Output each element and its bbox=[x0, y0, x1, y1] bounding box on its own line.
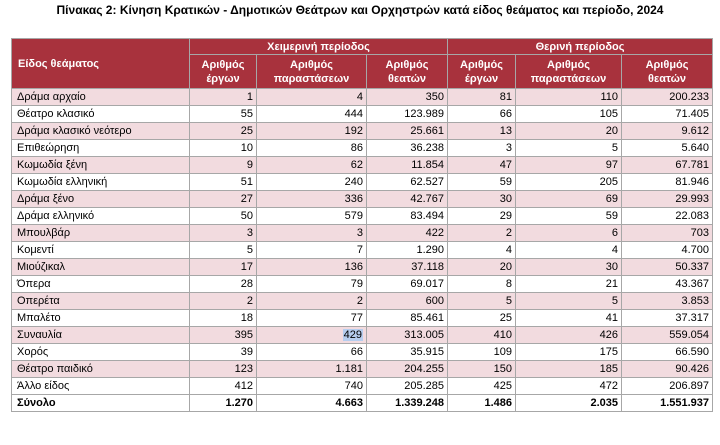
column-header-line1: Αριθμός bbox=[460, 58, 503, 71]
row-label: Δράμα αρχαίο bbox=[12, 89, 190, 106]
row-label: Μιούζικαλ bbox=[12, 259, 190, 276]
table-cell: 29 bbox=[448, 208, 516, 225]
table-cell: 2.035 bbox=[516, 395, 622, 412]
theatre-stats-table bbox=[11, 38, 713, 412]
table-cell: 2 bbox=[448, 225, 516, 242]
table-cell: 123.989 bbox=[367, 106, 448, 123]
table-cell: 97 bbox=[516, 157, 622, 174]
table-cell: 69 bbox=[516, 191, 622, 208]
table-row bbox=[12, 344, 713, 361]
table-cell: 43.367 bbox=[622, 276, 713, 293]
column-header-line1: Αριθμός bbox=[201, 58, 245, 71]
table-cell: 395 bbox=[190, 327, 257, 344]
table-cell: 3 bbox=[190, 225, 257, 242]
table-cell: 1.486 bbox=[448, 395, 516, 412]
table-cell: 579 bbox=[257, 208, 367, 225]
table-cell: 444 bbox=[257, 106, 367, 123]
row-label: Κωμωδία ελληνική bbox=[12, 174, 190, 191]
row-label: Δράμα ελληνικό bbox=[12, 208, 190, 225]
table-cell: 13 bbox=[448, 123, 516, 140]
table-cell: 83.494 bbox=[367, 208, 448, 225]
table-cell: 37.317 bbox=[622, 310, 713, 327]
table-cell: 240 bbox=[257, 174, 367, 191]
table-row bbox=[12, 191, 713, 208]
column-header-line2: θεατών bbox=[388, 72, 426, 85]
table-cell: 59 bbox=[448, 174, 516, 191]
table-cell: 3 bbox=[448, 140, 516, 157]
table-cell: 200.233 bbox=[622, 89, 713, 106]
table-cell: 11.854 bbox=[367, 157, 448, 174]
table-cell: 410 bbox=[448, 327, 516, 344]
column-header-line1: Αριθμός bbox=[290, 58, 333, 71]
table-cell: 600 bbox=[367, 293, 448, 310]
column-header-line1: Αριθμός bbox=[385, 58, 429, 71]
table-cell: 2 bbox=[190, 293, 257, 310]
table-cell: 175 bbox=[516, 344, 622, 361]
column-header bbox=[448, 55, 516, 89]
row-label: Μπαλέτο bbox=[12, 310, 190, 327]
table-cell: 205 bbox=[516, 174, 622, 191]
table-cell: 85.461 bbox=[367, 310, 448, 327]
table-cell: 4.700 bbox=[622, 242, 713, 259]
table-cell: 41 bbox=[516, 310, 622, 327]
column-header-line2: έργων bbox=[464, 72, 499, 85]
table-cell: 350 bbox=[367, 89, 448, 106]
table-cell: 20 bbox=[448, 259, 516, 276]
table-cell: 313.005 bbox=[367, 327, 448, 344]
total-row bbox=[12, 395, 713, 412]
table-cell: 1 bbox=[190, 89, 257, 106]
column-header-line2: παραστάσεων bbox=[530, 72, 607, 85]
table-cell: 27 bbox=[190, 191, 257, 208]
table-cell: 62 bbox=[257, 157, 367, 174]
table-cell: 17 bbox=[190, 259, 257, 276]
table-cell: 422 bbox=[367, 225, 448, 242]
table-cell: 55 bbox=[190, 106, 257, 123]
table-cell: 30 bbox=[516, 259, 622, 276]
column-header bbox=[622, 55, 713, 89]
table-cell: 30 bbox=[448, 191, 516, 208]
table-cell: 81.946 bbox=[622, 174, 713, 191]
table-cell: 25 bbox=[190, 123, 257, 140]
table-cell: 703 bbox=[622, 225, 713, 242]
table-row bbox=[12, 174, 713, 191]
column-header-line2: θεατών bbox=[648, 72, 686, 85]
table-row bbox=[12, 361, 713, 378]
column-header-line1: Αριθμός bbox=[547, 58, 590, 71]
table-cell: 1.290 bbox=[367, 242, 448, 259]
table-cell: 336 bbox=[257, 191, 367, 208]
row-label: Θέατρο κλασικό bbox=[12, 106, 190, 123]
table-row bbox=[12, 225, 713, 242]
column-header bbox=[190, 55, 257, 89]
table-row bbox=[12, 327, 713, 344]
row-label: Μπουλβάρ bbox=[12, 225, 190, 242]
table-row bbox=[12, 259, 713, 276]
table-cell: 50 bbox=[190, 208, 257, 225]
table-cell: 110 bbox=[516, 89, 622, 106]
table-row bbox=[12, 157, 713, 174]
summer-period-header: Θερινή περίοδος bbox=[448, 39, 713, 55]
table-cell: 425 bbox=[448, 378, 516, 395]
table-cell: 5 bbox=[516, 293, 622, 310]
table-row bbox=[12, 242, 713, 259]
table-row bbox=[12, 310, 713, 327]
table-cell: 559.054 bbox=[622, 327, 713, 344]
row-label: Δράμα κλασικό νεότερο bbox=[12, 123, 190, 140]
table-cell: 20 bbox=[516, 123, 622, 140]
table-cell: 67.781 bbox=[622, 157, 713, 174]
selected-text-highlight[interactable]: 429 bbox=[343, 329, 362, 341]
table-cell: 136 bbox=[257, 259, 367, 276]
table-cell: 25 bbox=[448, 310, 516, 327]
table-cell: 740 bbox=[257, 378, 367, 395]
table-cell: 4 bbox=[448, 242, 516, 259]
table-cell: 123 bbox=[190, 361, 257, 378]
table-cell: 4.663 bbox=[257, 395, 367, 412]
table-cell: 22.083 bbox=[622, 208, 713, 225]
table-row bbox=[12, 140, 713, 157]
table-cell: 36.238 bbox=[367, 140, 448, 157]
table-cell: 412 bbox=[190, 378, 257, 395]
table-cell: 28 bbox=[190, 276, 257, 293]
table-cell: 185 bbox=[516, 361, 622, 378]
column-header bbox=[367, 55, 448, 89]
row-label: Επιθεώρηση bbox=[12, 140, 190, 157]
row-label: Σύνολο bbox=[12, 395, 190, 412]
table-cell: 9.612 bbox=[622, 123, 713, 140]
row-label: Συναυλία bbox=[12, 327, 190, 344]
winter-period-header: Χειμερινή περίοδος bbox=[190, 39, 448, 55]
table-cell: 3 bbox=[257, 225, 367, 242]
table-cell: 25.661 bbox=[367, 123, 448, 140]
row-label: Κομεντί bbox=[12, 242, 190, 259]
table-cell: 1.551.937 bbox=[622, 395, 713, 412]
table-cell: 42.767 bbox=[367, 191, 448, 208]
table-cell: 71.405 bbox=[622, 106, 713, 123]
column-header bbox=[257, 55, 367, 89]
table-cell: 204.255 bbox=[367, 361, 448, 378]
table-cell: 21 bbox=[516, 276, 622, 293]
table-row bbox=[12, 208, 713, 225]
table-cell: 4 bbox=[516, 242, 622, 259]
table-row bbox=[12, 106, 713, 123]
table-cell: 59 bbox=[516, 208, 622, 225]
table-title: Πίνακας 2: Κίνηση Κρατικών - Δημοτικών Θεάτρων και Ορχηστρών κατά είδος θεάματος και περίοδο, 2024 bbox=[56, 3, 664, 17]
row-label: Άλλο είδος bbox=[12, 378, 190, 395]
row-label: Θέατρο παιδικό bbox=[12, 361, 190, 378]
table-cell: 426 bbox=[516, 327, 622, 344]
table-cell: 66.590 bbox=[622, 344, 713, 361]
table-cell bbox=[257, 327, 367, 344]
table-cell: 2 bbox=[257, 293, 367, 310]
table-cell: 205.285 bbox=[367, 378, 448, 395]
row-label: Χορός bbox=[12, 344, 190, 361]
table-cell: 5.640 bbox=[622, 140, 713, 157]
table-cell: 5 bbox=[190, 242, 257, 259]
table-body bbox=[12, 89, 713, 412]
table-cell: 66 bbox=[257, 344, 367, 361]
table-cell: 37.118 bbox=[367, 259, 448, 276]
table-cell: 1.270 bbox=[190, 395, 257, 412]
column-header-line1: Αριθμός bbox=[645, 58, 689, 71]
table-cell: 1.181 bbox=[257, 361, 367, 378]
table-cell: 77 bbox=[257, 310, 367, 327]
table-cell: 7 bbox=[257, 242, 367, 259]
table-cell: 10 bbox=[190, 140, 257, 157]
table-cell: 66 bbox=[448, 106, 516, 123]
column-header bbox=[516, 55, 622, 89]
table-cell: 9 bbox=[190, 157, 257, 174]
table-cell: 5 bbox=[516, 140, 622, 157]
row-label: Όπερα bbox=[12, 276, 190, 293]
row-label: Οπερέτα bbox=[12, 293, 190, 310]
table-cell: 472 bbox=[516, 378, 622, 395]
table-row bbox=[12, 276, 713, 293]
table-cell: 3.853 bbox=[622, 293, 713, 310]
table-cell: 192 bbox=[257, 123, 367, 140]
table-row bbox=[12, 123, 713, 140]
row-label: Δράμα ξένο bbox=[12, 191, 190, 208]
table-cell: 47 bbox=[448, 157, 516, 174]
table-cell: 39 bbox=[190, 344, 257, 361]
table-row bbox=[12, 89, 713, 106]
table-cell: 18 bbox=[190, 310, 257, 327]
table-cell: 4 bbox=[257, 89, 367, 106]
table-cell: 5 bbox=[448, 293, 516, 310]
column-header-line2: παραστάσεων bbox=[273, 72, 350, 85]
table-cell: 6 bbox=[516, 225, 622, 242]
table-cell: 90.426 bbox=[622, 361, 713, 378]
table-cell: 81 bbox=[448, 89, 516, 106]
table-cell: 8 bbox=[448, 276, 516, 293]
table-cell: 62.527 bbox=[367, 174, 448, 191]
table-cell: 86 bbox=[257, 140, 367, 157]
table-cell: 35.915 bbox=[367, 344, 448, 361]
table-cell: 69.017 bbox=[367, 276, 448, 293]
table-cell: 1.339.248 bbox=[367, 395, 448, 412]
table-cell: 51 bbox=[190, 174, 257, 191]
column-header-line2: έργων bbox=[206, 72, 240, 85]
table-cell: 109 bbox=[448, 344, 516, 361]
row-label: Κωμωδία ξένη bbox=[12, 157, 190, 174]
type-column-header: Είδος θεάματος bbox=[12, 39, 190, 89]
table-cell: 29.993 bbox=[622, 191, 713, 208]
table-cell: 50.337 bbox=[622, 259, 713, 276]
table-cell: 79 bbox=[257, 276, 367, 293]
table-cell: 206.897 bbox=[622, 378, 713, 395]
table-row bbox=[12, 293, 713, 310]
table-cell: 150 bbox=[448, 361, 516, 378]
table-row bbox=[12, 378, 713, 395]
table-cell: 105 bbox=[516, 106, 622, 123]
